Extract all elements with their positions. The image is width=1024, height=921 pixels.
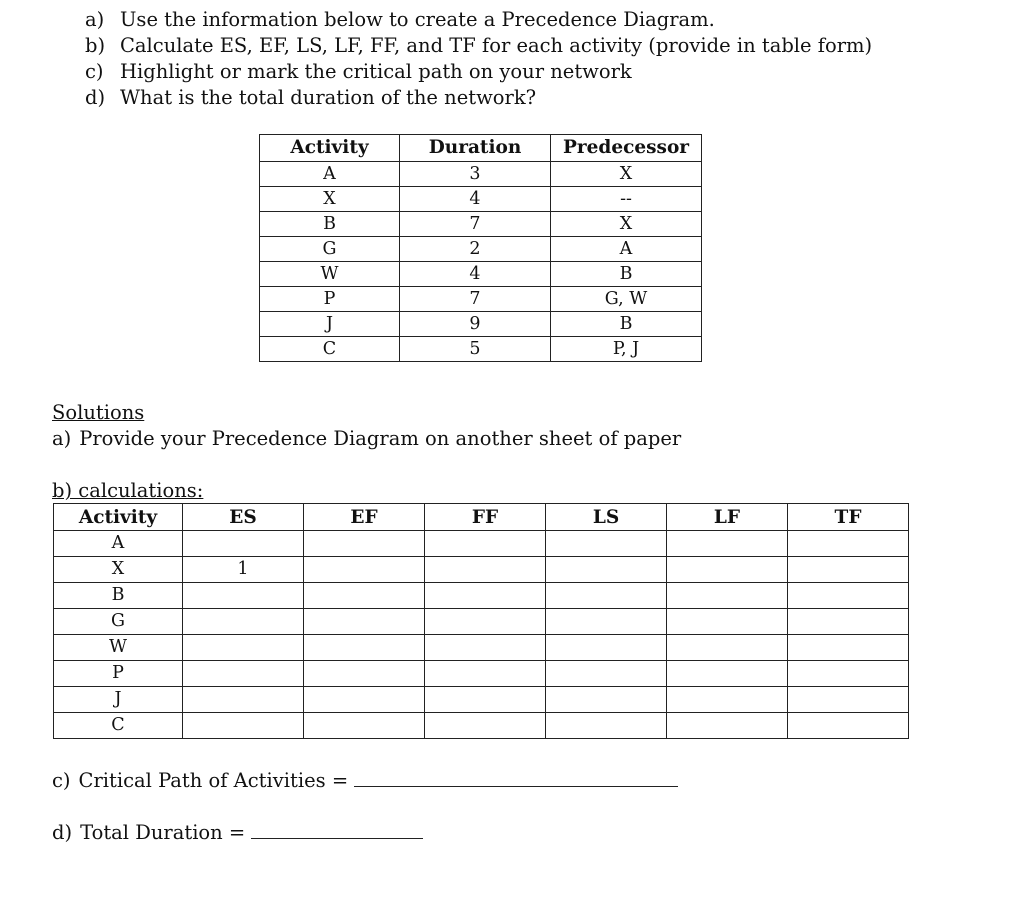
- header-activity: Activity: [260, 135, 400, 162]
- question-a: [85, 7, 872, 33]
- ff-cell[interactable]: [425, 557, 546, 583]
- total-duration-answer-line[interactable]: [251, 820, 423, 839]
- table-row: [260, 162, 702, 187]
- ls-cell[interactable]: [546, 557, 667, 583]
- predecessor-cell: A: [551, 237, 702, 262]
- lf-cell[interactable]: [667, 609, 788, 635]
- header-es: ES: [183, 504, 304, 531]
- duration-cell: 7: [400, 212, 551, 237]
- es-cell[interactable]: [183, 635, 304, 661]
- activity-cell: X: [54, 557, 183, 583]
- header-lf: LF: [667, 504, 788, 531]
- solution-a-label: a): [52, 427, 72, 450]
- ls-cell[interactable]: [546, 583, 667, 609]
- ef-cell[interactable]: [304, 583, 425, 609]
- table-row: [54, 687, 909, 713]
- duration-cell: 3: [400, 162, 551, 187]
- table-row: [260, 312, 702, 337]
- es-cell[interactable]: [183, 609, 304, 635]
- lf-cell[interactable]: [667, 687, 788, 713]
- solution-c: [52, 768, 678, 792]
- table-row: [260, 212, 702, 237]
- table-row: [260, 287, 702, 312]
- table-row: [54, 713, 909, 739]
- ff-cell[interactable]: [425, 713, 546, 739]
- tf-cell[interactable]: [788, 609, 909, 635]
- ls-cell[interactable]: [546, 531, 667, 557]
- question-b: [85, 33, 872, 59]
- activity-info-body: [260, 162, 702, 362]
- ff-cell[interactable]: [425, 609, 546, 635]
- activity-info-table: [259, 134, 702, 362]
- solution-c-text: Critical Path of Activities =: [78, 769, 349, 792]
- question-label: d): [85, 86, 106, 109]
- predecessor-cell: B: [551, 312, 702, 337]
- activity-cell: J: [54, 687, 183, 713]
- ff-cell[interactable]: [425, 635, 546, 661]
- ff-cell[interactable]: [425, 583, 546, 609]
- es-cell[interactable]: [183, 687, 304, 713]
- solution-d-label: d): [52, 821, 73, 844]
- question-label: c): [85, 60, 104, 83]
- header-ef: EF: [304, 504, 425, 531]
- activity-cell: J: [260, 312, 400, 337]
- activity-cell: A: [54, 531, 183, 557]
- duration-cell: 9: [400, 312, 551, 337]
- table-row: [54, 609, 909, 635]
- table-row: [54, 635, 909, 661]
- tf-cell[interactable]: [788, 635, 909, 661]
- table-row: [54, 531, 909, 557]
- activity-cell: W: [260, 262, 400, 287]
- activity-cell: C: [260, 337, 400, 362]
- calculations-body: [54, 531, 909, 739]
- question-text: What is the total duration of the network?: [120, 86, 537, 109]
- duration-cell: 5: [400, 337, 551, 362]
- lf-cell[interactable]: [667, 635, 788, 661]
- activity-cell: P: [54, 661, 183, 687]
- ef-cell[interactable]: [304, 713, 425, 739]
- tf-cell[interactable]: [788, 661, 909, 687]
- activity-cell: B: [260, 212, 400, 237]
- ff-cell[interactable]: [425, 661, 546, 687]
- table-header-row: [54, 504, 909, 531]
- duration-cell: 2: [400, 237, 551, 262]
- tf-cell[interactable]: [788, 531, 909, 557]
- solution-c-label: c): [52, 769, 71, 792]
- es-cell[interactable]: 1: [183, 557, 304, 583]
- solution-d-text: Total Duration =: [80, 821, 246, 844]
- ls-cell[interactable]: [546, 687, 667, 713]
- activity-cell: A: [260, 162, 400, 187]
- question-text: Highlight or mark the critical path on your network: [120, 60, 632, 83]
- solution-a: [52, 427, 681, 450]
- lf-cell[interactable]: [667, 583, 788, 609]
- activity-cell: X: [260, 187, 400, 212]
- ef-cell[interactable]: [304, 687, 425, 713]
- header-ls: LS: [546, 504, 667, 531]
- ls-cell[interactable]: [546, 635, 667, 661]
- table-row: [260, 187, 702, 212]
- question-label: a): [85, 8, 105, 31]
- solutions-title: Solutions: [52, 401, 145, 424]
- ef-cell[interactable]: [304, 557, 425, 583]
- ef-cell[interactable]: [304, 609, 425, 635]
- es-cell[interactable]: [183, 583, 304, 609]
- duration-cell: 7: [400, 287, 551, 312]
- ff-cell[interactable]: [425, 531, 546, 557]
- table-row: [54, 661, 909, 687]
- header-tf: TF: [788, 504, 909, 531]
- ef-cell[interactable]: [304, 661, 425, 687]
- ls-cell[interactable]: [546, 713, 667, 739]
- solution-a-text: Provide your Precedence Diagram on another sheet of paper: [79, 427, 682, 450]
- predecessor-cell: P, J: [551, 337, 702, 362]
- ls-cell[interactable]: [546, 661, 667, 687]
- lf-cell[interactable]: [667, 531, 788, 557]
- question-d: [85, 85, 872, 111]
- ls-cell[interactable]: [546, 609, 667, 635]
- ff-cell[interactable]: [425, 687, 546, 713]
- activity-cell: P: [260, 287, 400, 312]
- lf-cell[interactable]: [667, 661, 788, 687]
- question-label: b): [85, 34, 106, 57]
- header-ff: FF: [425, 504, 546, 531]
- header-predecessor: Predecessor: [551, 135, 702, 162]
- question-text: Calculate ES, EF, LS, LF, FF, and TF for each activity (provide in table form): [120, 34, 873, 57]
- solution-d: [52, 820, 423, 844]
- es-cell[interactable]: [183, 531, 304, 557]
- ef-cell[interactable]: [304, 635, 425, 661]
- activity-cell: G: [260, 237, 400, 262]
- table-row: [54, 583, 909, 609]
- tf-cell[interactable]: [788, 557, 909, 583]
- question-text: Use the information below to create a Precedence Diagram.: [120, 8, 715, 31]
- duration-cell: 4: [400, 262, 551, 287]
- activity-cell: G: [54, 609, 183, 635]
- table-row: [260, 237, 702, 262]
- table-row: [260, 262, 702, 287]
- calculations-table: [53, 503, 909, 739]
- table-header-row: [260, 135, 702, 162]
- activity-cell: B: [54, 583, 183, 609]
- duration-cell: 4: [400, 187, 551, 212]
- ef-cell[interactable]: [304, 531, 425, 557]
- header-duration: Duration: [400, 135, 551, 162]
- lf-cell[interactable]: [667, 713, 788, 739]
- header-activity: Activity: [54, 504, 183, 531]
- predecessor-cell: X: [551, 162, 702, 187]
- predecessor-cell: G, W: [551, 287, 702, 312]
- predecessor-cell: X: [551, 212, 702, 237]
- table-row: [260, 337, 702, 362]
- table-row: [54, 557, 909, 583]
- tf-cell[interactable]: [788, 713, 909, 739]
- es-cell[interactable]: [183, 713, 304, 739]
- lf-cell[interactable]: [667, 557, 788, 583]
- predecessor-cell: B: [551, 262, 702, 287]
- es-cell[interactable]: [183, 661, 304, 687]
- activity-cell: C: [54, 713, 183, 739]
- solution-b-title: b) calculations:: [52, 479, 204, 502]
- tf-cell[interactable]: [788, 687, 909, 713]
- tf-cell[interactable]: [788, 583, 909, 609]
- critical-path-answer-line[interactable]: [354, 768, 678, 787]
- question-c: [85, 59, 872, 85]
- predecessor-cell: --: [551, 187, 702, 212]
- activity-cell: W: [54, 635, 183, 661]
- question-list: [85, 7, 872, 111]
